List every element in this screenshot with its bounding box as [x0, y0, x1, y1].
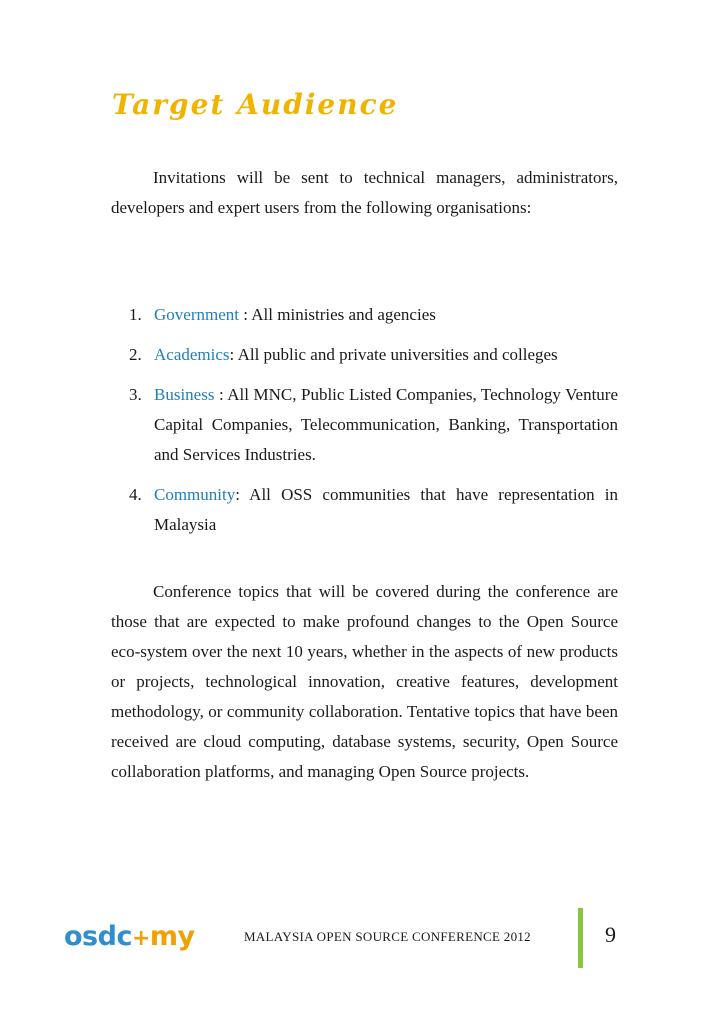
section-heading: Target Audience — [112, 88, 399, 121]
topics-paragraph: Conference topics that will be covered during the conference are those that are expected to make profound changes to the Open Source eco-system over the next 10 years, whether in the aspects of new products or projects, technological innovation, creative features, development methodology, or community collaboration. Tentative topics that have been received are cloud computing, database systems, security, Open Source collaboration platforms, and managing Open Source projects. — [111, 582, 618, 781]
logo-text-osdc: osdc — [64, 921, 132, 952]
list-text: : All MNC, Public Listed Companies, Technology Venture Capital Companies, Telecommunication, Banking, Transportation and Services Industries. — [154, 385, 618, 464]
list-text: : All public and private universities and colleges — [229, 345, 558, 364]
list-number: 2. — [129, 345, 142, 364]
list-text: : All OSS communities that have representation in Malaysia — [154, 485, 618, 534]
list-item — [111, 480, 618, 540]
osdc-my-logo — [64, 922, 195, 954]
list-number: 3. — [129, 385, 142, 404]
list-term: Community — [154, 485, 236, 504]
list-term: Government — [154, 305, 239, 324]
footer-conference-title: MALAYSIA OPEN SOURCE CONFERENCE 2012 — [244, 929, 531, 944]
intro-paragraph: Invitations will be sent to technical managers, administrators, developers and expert users from the following organisations: — [111, 168, 618, 217]
list-item — [111, 300, 618, 330]
footer-divider — [578, 908, 583, 968]
list-text: : All ministries and agencies — [238, 305, 436, 324]
list-term: Business — [154, 385, 215, 404]
list-number: 1. — [129, 305, 142, 324]
organisation-list — [111, 300, 618, 550]
list-item — [111, 340, 618, 370]
list-term: Academics — [154, 345, 230, 364]
logo-text-my: my — [149, 921, 195, 952]
page-number: 9 — [605, 922, 616, 947]
logo-plus: + — [131, 926, 150, 951]
list-item — [111, 380, 618, 470]
list-number: 4. — [129, 485, 142, 504]
